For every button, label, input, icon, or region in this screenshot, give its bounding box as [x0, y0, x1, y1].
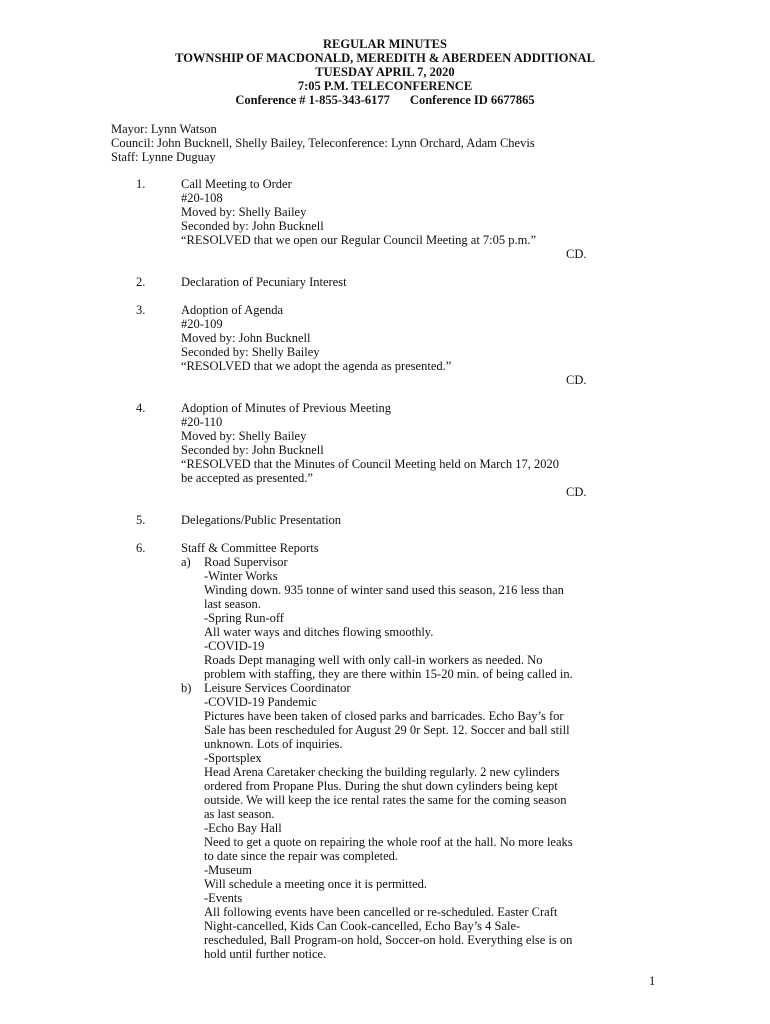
report-line: hold until further notice.: [204, 947, 327, 961]
report-line: Night-cancelled, Kids Can Cook-cancelled, Echo Bay’s 4 Sale-: [204, 919, 521, 933]
report-line: rescheduled, Ball Program-on hold, Soccer-on hold. Everything else is on: [204, 933, 573, 947]
seconded-by: Seconded by: John Bucknell: [181, 219, 324, 233]
item-number: 3.: [136, 303, 146, 317]
report-line: -Events: [204, 891, 243, 905]
report-line: All water ways and ditches flowing smoothly.: [204, 625, 434, 639]
header-time: 7:05 P.M. TELECONFERENCE: [297, 79, 473, 93]
attendance: [111, 122, 535, 164]
report-line: -Sportsplex: [204, 751, 262, 765]
report-line: to date since the repair was completed.: [204, 849, 399, 863]
report-line: -Echo Bay Hall: [204, 821, 282, 835]
resolution: “RESOLVED that we adopt the agenda as presented.”: [181, 359, 452, 373]
header-township: TOWNSHIP OF MACDONALD, MEREDITH & ABERDEEN ADDITIONAL: [175, 51, 595, 65]
item-number: 6.: [136, 541, 146, 555]
conference-id: Conference ID 6677865: [409, 93, 535, 107]
item-number: 2.: [136, 275, 146, 289]
report-line: All following events have been cancelled or re-scheduled. Easter Craft: [204, 905, 558, 919]
page-number: 1: [649, 974, 656, 988]
item-title: Staff & Committee Reports: [181, 541, 319, 555]
leisure-services-details: [204, 695, 664, 961]
carried-mark: CD.: [566, 485, 587, 499]
report-title: Road Supervisor: [204, 555, 288, 569]
seconded-by: Seconded by: Shelly Bailey: [181, 345, 320, 359]
report-line: -Winter Works: [204, 569, 278, 583]
resolution-continued: be accepted as presented.”: [181, 471, 313, 485]
report-line: problem with staffing, they are there within 15-20 min. of being called in.: [204, 667, 573, 681]
item-title: Declaration of Pecuniary Interest: [181, 275, 347, 289]
report-line: last season.: [204, 597, 261, 611]
moved-by: Moved by: John Bucknell: [181, 331, 311, 345]
resolution: “RESOLVED that we open our Regular Council Meeting at 7:05 p.m.”: [181, 233, 537, 247]
carried-mark: CD.: [566, 247, 587, 261]
report-line: Need to get a quote on repairing the whole roof at the hall. No more leaks: [204, 835, 573, 849]
report-label: a): [181, 555, 191, 569]
report-label: b): [181, 681, 192, 695]
resolution: “RESOLVED that the Minutes of Council Meeting held on March 17, 2020: [181, 457, 559, 471]
item-title: Call Meeting to Order: [181, 177, 292, 191]
attendance-council: Council: John Bucknell, Shelly Bailey, Teleconference: Lynn Orchard, Adam Chevis: [111, 136, 535, 150]
minutes-header: [0, 37, 770, 107]
report-line: Head Arena Caretaker checking the building regularly. 2 new cylinders: [204, 765, 560, 779]
report-line: Will schedule a meeting once it is permitted.: [204, 877, 428, 891]
report-line: Pictures have been taken of closed parks and barricades. Echo Bay’s for: [204, 709, 564, 723]
motion-number: #20-110: [181, 415, 223, 429]
report-title: Leisure Services Coordinator: [204, 681, 351, 695]
header-date: TUESDAY APRIL 7, 2020: [315, 65, 455, 79]
item-title: Adoption of Minutes of Previous Meeting: [181, 401, 392, 415]
report-line: as last season.: [204, 807, 275, 821]
seconded-by: Seconded by: John Bucknell: [181, 443, 324, 457]
motion-number: #20-108: [181, 191, 223, 205]
item-number: 5.: [136, 513, 146, 527]
header-title: REGULAR MINUTES: [323, 37, 447, 51]
attendance-staff: Staff: Lynne Duguay: [111, 150, 216, 164]
report-line: Sale has been rescheduled for August 29 0r Sept. 12. Soccer and ball still: [204, 723, 570, 737]
header-conference: [0, 93, 770, 107]
report-line: unknown. Lots of inquiries.: [204, 737, 343, 751]
report-line: outside. We will keep the ice rental rates the same for the coming season: [204, 793, 567, 807]
carried-mark: CD.: [566, 373, 587, 387]
conference-number: Conference # 1-855-343-6177: [235, 93, 390, 107]
report-line: ordered from Propane Plus. During the shut down cylinders being kept: [204, 779, 558, 793]
moved-by: Moved by: Shelly Bailey: [181, 429, 307, 443]
road-supervisor-details: [204, 569, 664, 681]
item-title: Adoption of Agenda: [181, 303, 284, 317]
report-line: -Spring Run-off: [204, 611, 284, 625]
report-line: -COVID-19: [204, 639, 265, 653]
item-number: 4.: [136, 401, 146, 415]
item-number: 1.: [136, 177, 146, 191]
item-title: Delegations/Public Presentation: [181, 513, 342, 527]
motion-number: #20-109: [181, 317, 223, 331]
report-line: Roads Dept managing well with only call-in workers as needed. No: [204, 653, 543, 667]
report-line: -COVID-19 Pandemic: [204, 695, 317, 709]
report-line: Winding down. 935 tonne of winter sand used this season, 216 less than: [204, 583, 564, 597]
report-line: -Museum: [204, 863, 252, 877]
attendance-mayor: Mayor: Lynn Watson: [111, 122, 217, 136]
moved-by: Moved by: Shelly Bailey: [181, 205, 307, 219]
